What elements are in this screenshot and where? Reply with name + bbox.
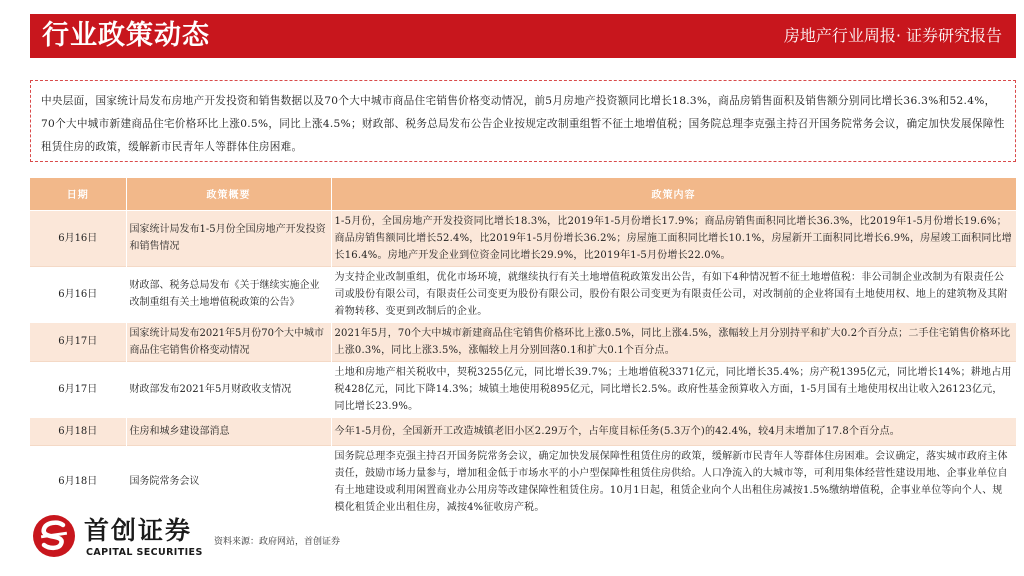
row-summary: 住房和城乡建设部消息 xyxy=(126,417,331,445)
column-header-date: 日期 xyxy=(30,178,126,210)
row-content: 土地和房地产相关税收中，契税3255亿元，同比增长39.7%；土地增值税3371亿元，同比增长35.4%；房产税1395亿元，同比增长14%；耕地占用税428亿元，同比下降14.3%；城镇土地使用税895亿元，同比增长2.5%。政府性基金预算收入方面，1-5月国有土地使用权出让收入26123亿元，同比增长23.9%。 xyxy=(331,361,1016,417)
header-bar xyxy=(30,14,1016,58)
row-summary: 国务院常务会议 xyxy=(126,445,331,518)
column-header-summary: 政策概要 xyxy=(126,178,331,210)
page-title: 行业政策动态 xyxy=(42,20,210,51)
column-header-content: 政策内容 xyxy=(331,178,1016,210)
row-date: 6月16日 xyxy=(30,210,126,266)
table-header-row xyxy=(30,178,1016,210)
row-summary: 国家统计局发布1-5月份全国房地产开发投资和销售情况 xyxy=(126,210,331,266)
table-row xyxy=(30,322,1016,361)
table-row xyxy=(30,361,1016,417)
row-date: 6月18日 xyxy=(30,417,126,445)
table-row xyxy=(30,266,1016,322)
row-date: 6月17日 xyxy=(30,361,126,417)
source-note: 资料来源：政府网站，首创证券 xyxy=(214,537,341,547)
policy-table xyxy=(30,178,1017,518)
table-row xyxy=(30,210,1016,266)
table-row xyxy=(30,417,1016,445)
row-summary: 国家统计局发布2021年5月份70个大中城市商品住宅销售价格变动情况 xyxy=(126,322,331,361)
row-date: 6月16日 xyxy=(30,266,126,322)
brand-name-cn: 首创证券 xyxy=(84,516,193,545)
row-date: 6月17日 xyxy=(30,322,126,361)
row-content: 1-5月份，全国房地产开发投资同比增长18.3%，比2019年1-5月份增长17.9%；商品房销售面积同比增长36.3%，比2019年1-5月份增长19.6%；商品房销售额同比增长52.4%，比2019年1-5月份增长36.2%；房屋施工面积同比增长10.1%，房屋新开工面积同比增长6.9%，房屋竣工面积同比增长16.4%。房地产开发企业到位资金同比增长29.9%，比2019年1-5月份增长22.0%。 xyxy=(331,210,1016,266)
capital-securities-logo-icon xyxy=(32,514,76,558)
row-summary: 财政部发布2021年5月财政收支情况 xyxy=(126,361,331,417)
row-content: 今年1-5月份，全国新开工改造城镇老旧小区2.29万个，占年度目标任务(5.3万个)的42.4%，较4月末增加了17.8个百分点。 xyxy=(331,417,1016,445)
table-row xyxy=(30,445,1016,518)
summary-box: 中央层面，国家统计局发布房地产开发投资和销售数据以及70个大中城市商品住宅销售价格变动情况，前5月房地产投资额同比增长18.3%，商品房销售面积及销售额分别同比增长36.3%和52.4%，70个大中城市新建商品住宅价格环比上涨0.5%，同比上涨4.5%；财政部、税务总局发布公告企业按规定改制重组暂不征土地增值税；国务院总理李克强主持召开国务院常务会议，确定加快发展保障性租赁住房的政策，缓解新市民青年人等群体住房困难。 xyxy=(30,80,1016,162)
row-content: 国务院总理李克强主持召开国务院常务会议，确定加快发展保障性租赁住房的政策，缓解新市民青年人等群体住房困难。会议确定，落实城市政府主体责任，鼓励市场力量参与，增加租金低于市场水平的小户型保障性租赁住房供给。人口净流入的大城市等，可利用集体经营性建设用地、企事业单位自有土地建设或利用闲置商业办公用房等改建保障性租赁住房。10月1日起，租赁企业向个人出租住房减按1.5%缴纳增值税，企事业单位等向个人、规模化租赁企业出租住房，减按4%征收房产税。 xyxy=(331,445,1016,518)
row-summary: 财政部、税务总局发布《关于继续实施企业改制重组有关土地增值税政策的公告》 xyxy=(126,266,331,322)
row-content: 2021年5月，70个大中城市新建商品住宅销售价格环比上涨0.5%，同比上涨4.5%，涨幅较上月分别持平和扩大0.2个百分点；二手住宅销售价格环比上涨0.3%，同比上涨3.5%，涨幅较上月分别回落0.1和扩大0.1个百分点。 xyxy=(331,322,1016,361)
row-date: 6月18日 xyxy=(30,445,126,518)
report-subtitle: 房地产行业周报· 证券研究报告 xyxy=(783,26,1002,45)
row-content: 为支持企业改制重组，优化市场环境，就继续执行有关土地增值税政策发出公告，有如下4种情况暂不征土地增值税：非公司制企业改制为有限责任公司或股份有限公司，有限责任公司变更为股份有限公司，股份有限公司变更为有限责任公司，对改制前的企业将国有土地使用权、地上的建筑物及其附着物转移、变更到改制后的企业。 xyxy=(331,266,1016,322)
brand-name-en: CAPITAL SECURITIES xyxy=(86,547,203,558)
